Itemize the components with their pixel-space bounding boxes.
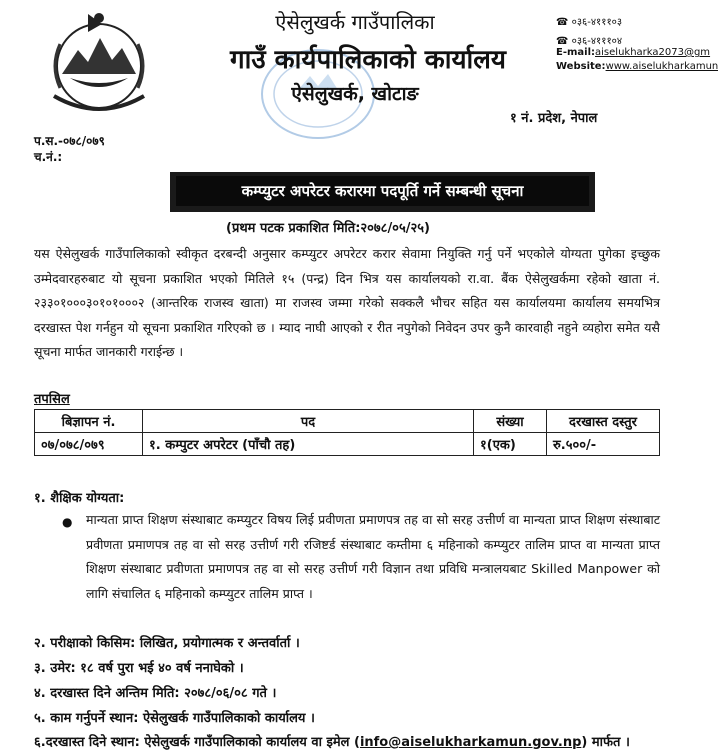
section-qualification: १. शैक्षिक योग्यता: — [34, 491, 125, 506]
email-link[interactable]: aiselukharka2073@gm — [595, 47, 711, 58]
publication-date: (प्रथम पटक प्रकाशित मिति:२०७८/०५/२५) — [226, 221, 430, 236]
phone-number-1: ☎ ०३६-४१११०३ — [556, 17, 623, 28]
section-application-place — [34, 732, 630, 750]
application-email-link[interactable]: info@aiselukharkamun.gov.np — [359, 735, 582, 750]
header-ad-number: बिज्ञापन नं. — [35, 410, 143, 433]
cell-count: १(एक) — [474, 433, 547, 456]
website-link[interactable]: www.aiselukharkamun — [605, 61, 718, 72]
header-fee: दरखास्त दस्तुर — [547, 410, 660, 433]
table-header-row — [35, 410, 660, 433]
email-label: E-mail: — [556, 47, 596, 58]
notice-title-banner — [170, 172, 595, 212]
cell-ad-number: ०७/०७८/०७९ — [35, 433, 143, 456]
nepal-emblem-icon — [40, 4, 158, 122]
cell-fee: रु.५००/- — [547, 433, 660, 456]
patra-sankhya: प.स.-०७८/०७९ — [34, 134, 105, 148]
section-age: ३. उमेर: १८ वर्ष पुरा भई ४० वर्ष ननाघेको । — [34, 661, 244, 676]
website-line — [556, 61, 718, 72]
chalani-number: च.नं.: — [34, 150, 63, 164]
province-label: १ नं. प्रदेश, नेपाल — [510, 111, 598, 126]
section-exam-type: २. परीक्षाको किसिम: लिखित, प्रयोगात्मक र अन्तर्वार्ता । — [34, 636, 300, 651]
org-name-municipality: ऐसेलुखर्क गाउँपालिका — [275, 10, 435, 34]
details-heading: तपसिल — [34, 392, 70, 407]
bullet-dot-icon: ● — [62, 515, 73, 529]
notice-title: कम्प्युटर अपरेटर करारमा पदपूर्ति गर्ने सम्बन्धी सूचना — [176, 176, 589, 206]
notice-body: यस ऐसेलुखर्क गाउँपालिकाको स्वीकृत दरबन्दी अनुसार कम्प्युटर अपरेटर करार सेवामा नियुक्ति गर्नु पर्ने भएकोले योग्यता पुगेका इच्छुक उम्मेदवारहरुबाट यो सूचना प्रकाशित भएको मितिले १५ (पन्द्र) दिन भित्र यस कार्यालयको रा.वा. बैंक ऐसेलुखर्कमा रहेको खाता नं. २३३०१०००३०१०१०००२ (आन्तरिक राजस्व खाता) मा राजस्व जम्मा गरेको सक्कलै भौचर सहित यस कार्यालयमा कार्यालय समयभित्र दरखास्त पेश गर्नहुन यो सूचना प्रकाशित गरिएको छ । म्याद नाघी आएको र रीत नपुगेको निवेदन उपर कुनै कारवाही नहुने व्यहोरा समेत यसै सूचना मार्फत जानकारी गराईन्छ । — [34, 246, 660, 360]
org-name-office: गाउँ कार्यपालिकाको कार्यालय — [230, 45, 506, 75]
section-work-place: ५. काम गर्नुपर्ने स्थान: ऐसेलुखर्क गाउँपालिकाको कार्यालय । — [34, 711, 315, 726]
vacancy-table — [34, 409, 660, 456]
qualification-detail: मान्यता प्राप्त शिक्षण संस्थाबाट कम्प्युटर विषय लिई प्रवीणता प्रमाणपत्र तह वा सो सरह उत्तीर्ण वा मान्यता प्राप्त शिक्षण संस्थाबाट प्रवीणता प्रमाणपत्र तह वा सो सरह उत्तीर्ण गरी रजिष्टर्ड संस्थाबाट कम्तीमा ६ महिनाको कम्प्युटर तालिम प्राप्त वा मान्यता प्राप्त शिक्षण संस्थाबाट प्रवीणता प्रमाणपत्र तह वा सो सरह उत्तीर्ण गरी विज्ञान तथा प्रविधि मन्त्रालयबाट Skilled Manpower को लागि संचालित ६ महिनाको कम्प्युटर तालिम प्राप्त । — [86, 512, 660, 601]
org-location: ऐसेलुखर्क, खोटाङ — [291, 83, 419, 105]
cell-post: १. कम्पुटर अपरेटर (पाँचौ तह) — [143, 433, 474, 456]
application-place-text: ६.दरखास्त दिने स्थान: ऐसेलुखर्क गाउँपालिकाको कार्यालय वा इमेल ( — [34, 735, 360, 750]
website-label: Website: — [556, 61, 606, 72]
application-place-suffix: ) मार्फत । — [581, 735, 630, 750]
section-deadline: ४. दरखास्त दिने अन्तिम मिति: २०७८/०६/०८ गते । — [34, 686, 277, 701]
table-row — [35, 433, 660, 456]
phone-number-2: ☎ ०३६-४१११०४ — [556, 36, 623, 47]
header-post: पद — [143, 410, 474, 433]
header-count: संख्या — [474, 410, 547, 433]
email-line — [556, 47, 710, 58]
